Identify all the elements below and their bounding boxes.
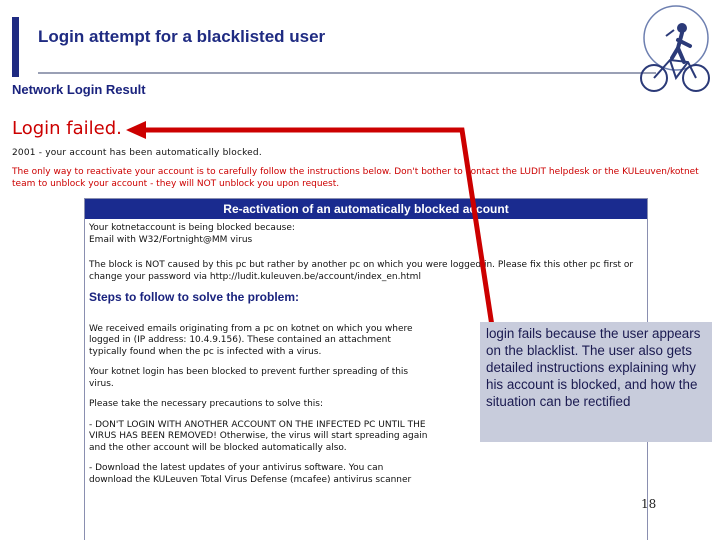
- network-login-screenshot: [8, 78, 720, 540]
- callout-box: login fails because the user appears on the blacklist. The user also gets detailed instructions explaining why his account is blocked, and how the situation can be rectified: [480, 322, 712, 442]
- block-message: 2001 - your account has been automatically blocked.: [12, 148, 262, 158]
- panel-header: Re-activation of an automatically blocked account: [85, 199, 647, 219]
- reason-label: Your kotnetaccount is being blocked because:: [89, 223, 295, 233]
- reason-value: Email with W32/Fortnight@MM virus: [89, 234, 253, 245]
- slide-title: Login attempt for a blacklisted user: [38, 27, 326, 46]
- received-emails-text: We received emails originating from a pc on kotnet on which you where logged in (IP address: 10.4.9.156). These contained an attachment typically found when the pc is infected with a virus.: [89, 323, 413, 357]
- page-number: 18: [641, 497, 657, 511]
- login-status: Login failed.: [12, 118, 122, 139]
- step-2: - Download the latest updates of your antivirus software. You can download the KULeuven Total Virus Defense (mcafee) antivirus scanner: [89, 463, 412, 485]
- steps-heading: Steps to follow to solve the problem:: [89, 290, 300, 304]
- block-cause: The block is NOT caused by this pc but rather by another pc on which you were logged in. Please fix this other pc first or change your password via http://ludit.kuleuven.be/account/index_en.html: [89, 260, 634, 282]
- login-blocked-text: Your kotnet login has been blocked to prevent further spreading of this virus.: [89, 367, 409, 389]
- title-divider: [38, 72, 656, 74]
- step-1: - DON'T LOGIN WITH ANOTHER ACCOUNT ON THE INFECTED PC UNTIL THE VIRUS HAS BEEN REMOVED! Otherwise, the virus will start spreading again and the other account will be blocked automatically also.: [89, 419, 428, 453]
- reactivation-warning: The only way to reactivate your account is to carefully follow the instructions below. Don't bother to contact the LUDIT helpdesk or the KULeuven/kotnet team to unblock your account - they will NOT unblock you upon request.: [12, 167, 699, 189]
- section-title: Network Login Result: [12, 82, 146, 97]
- precautions-text: Please take the necessary precautions to solve this:: [89, 399, 324, 409]
- slide-accent-bar: [12, 17, 19, 77]
